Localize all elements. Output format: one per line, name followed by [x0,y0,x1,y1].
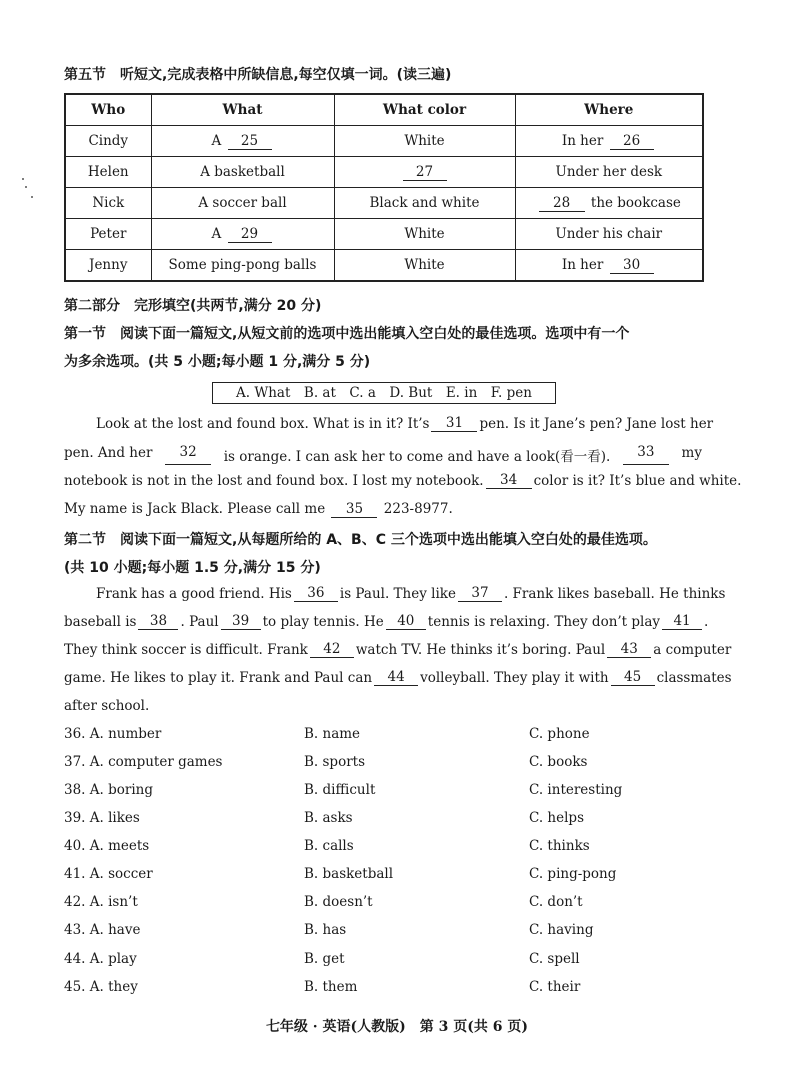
cell-who: Helen [65,157,151,188]
passage-text: My name is Jack Black. Please call me [64,501,326,517]
cell-who: Peter [65,219,151,250]
answer-blank: 35 [331,502,377,518]
cell-who: Cindy [65,126,151,157]
answer-blank: 30 [610,258,654,274]
passage1-line4 [64,501,453,518]
option-b: B. get [304,951,345,967]
question-row [64,782,704,802]
passage-text: tennis is relaxing. They don’t play [427,614,661,630]
answer-blank: 40 [386,614,426,630]
table-row [65,219,703,250]
answer-blank: 34 [486,473,532,489]
section5-heading: 第五节 听短文,完成表格中所缺信息,每空仅填一词。(读三遍) [64,67,452,83]
table-row [65,250,703,282]
passage1-line1 [96,415,714,432]
option-a: 43. A. have [64,922,141,938]
option-c: C. books [529,754,588,770]
option-b: B. name [304,726,361,742]
question-row [64,838,704,858]
passage2-line2 [64,613,709,630]
passage-text: . Paul [180,614,219,630]
answer-blank: 38 [138,614,178,630]
answer-blank: 43 [607,642,651,658]
cell-what: A soccer ball [151,188,334,219]
option-c: C. phone [529,726,590,742]
cell-color: Black and white [334,188,515,219]
cell-what: A basketball [151,157,334,188]
page-footer: 七年级 · 英语(人教版) 第 3 页(共 6 页) [265,1019,529,1035]
option-b: B. basketball [304,866,394,882]
option-a: 44. A. play [64,951,137,967]
table-row [65,126,703,157]
cell-what [151,126,334,157]
question-row [64,754,704,774]
answer-blank: 28 [539,196,585,212]
passage-text: a computer [653,642,732,658]
header-who: Who [65,94,151,126]
option-b: B. calls [304,838,354,854]
passage-text: pen. Is it Jane’s pen? Jane lost her [479,416,714,432]
answer-blank: 37 [458,586,502,602]
cell-who: Jenny [65,250,151,282]
answer-blank: 26 [610,134,654,150]
passage-text: They think soccer is difficult. Frank [64,642,308,658]
option-b: B. doesn’t [304,894,373,910]
option-b: B. them [304,979,358,995]
cell-text: the bookcase [590,194,681,211]
passage-text: Frank has a good friend. His [96,586,292,602]
passage-text: is Paul. They like [339,586,456,602]
answer-blank: 42 [310,642,354,658]
answer-blank: 39 [221,614,261,630]
header-what-color: What color [334,94,515,126]
option-c: C. don’t [529,894,583,910]
passage-text: my [681,445,702,461]
option-a: 39. A. likes [64,810,140,826]
option-a: 45. A. they [64,979,138,995]
answer-blank: 44 [374,670,418,686]
question-row [64,866,704,886]
table-header-row [65,94,703,126]
scan-speck [25,186,27,188]
option-c: C. helps [529,810,585,826]
answer-blank: 31 [431,416,477,432]
section1-heading-line2: 为多余选项。(共 5 小题;每小题 1 分,满分 5 分) [64,354,371,370]
passage-text: . [704,614,709,630]
cell-text: In her [561,132,604,149]
cell-what [151,219,334,250]
section2-heading-line1: 第二节 阅读下面一篇短文,从每题所给的 A、B、C 三个选项中选出能填入空白处的最佳选项。 [64,532,657,548]
option-a: 40. A. meets [64,838,150,854]
passage2-line4 [64,669,732,686]
scan-speck [31,196,33,198]
question-row [64,894,704,914]
answer-blank: 25 [228,134,272,150]
option-c: C. their [529,979,581,995]
question-row [64,922,704,942]
passage-text: pen. And her [64,445,153,461]
option-b: B. difficult [304,782,376,798]
option-c: C. ping-pong [529,866,617,882]
cell-color [334,157,515,188]
cell-who: Nick [65,188,151,219]
answer-blank: 27 [403,165,447,181]
cell-text: In her [561,256,604,273]
cell-where [515,250,703,282]
table-row [65,157,703,188]
cell-text: A [211,132,222,149]
answer-blank: 36 [294,586,338,602]
question-row [64,951,704,971]
passage-text: Look at the lost and found box. What is in it? It’s [96,416,430,432]
cell-text: A [211,225,222,242]
section1-heading-line1: 第一节 阅读下面一篇短文,从短文前的选项中选出能填入空白处的最佳选项。选项中有一个 [64,326,630,342]
option-c: C. having [529,922,594,938]
answer-blank: 45 [611,670,655,686]
cell-color: White [334,250,515,282]
answer-blank: 29 [228,227,272,243]
option-c: C. interesting [529,782,623,798]
section2-heading-line2: (共 10 小题;每小题 1.5 分,满分 15 分) [64,560,321,576]
passage-text: classmates [656,670,732,686]
listening-info-table [64,93,704,282]
table-row [65,188,703,219]
option-c: C. thinks [529,838,590,854]
cell-color: White [334,126,515,157]
cell-where: Under her desk [515,157,703,188]
passage-text: baseball is [64,614,137,630]
passage-text: volleyball. They play it with [420,670,609,686]
passage-text: game. He likes to play it. Frank and Paul can [64,670,373,686]
option-a: 38. A. boring [64,782,153,798]
scan-speck [22,178,24,180]
answer-blank: 41 [662,614,702,630]
passage-text: 223-8977. [383,501,453,517]
passage1-line3 [64,472,742,489]
options-box: A. What B. at C. a D. But E. in F. pen [212,382,556,404]
option-b: B. has [304,922,347,938]
passage2-line5: after school. [64,698,150,714]
cell-where [515,188,703,219]
question-row [64,979,704,999]
cell-where: Under his chair [515,219,703,250]
cell-where [515,126,703,157]
option-a: 42. A. isn’t [64,894,138,910]
option-b: B. asks [304,810,353,826]
answer-blank: 32 [165,445,211,465]
question-row [64,810,704,830]
question-row [64,726,704,746]
passage2-line3 [64,641,732,658]
header-where: Where [515,94,703,126]
option-b: B. sports [304,754,366,770]
answer-blank: 33 [623,445,669,465]
passage1-line2 [64,445,702,465]
passage-text: watch TV. He thinks it’s boring. Paul [355,642,606,658]
passage2-line1 [96,585,726,602]
option-c: C. spell [529,951,580,967]
option-a: 36. A. number [64,726,162,742]
passage-text: color is it? It’s blue and white. [533,473,742,489]
cell-color: White [334,219,515,250]
passage-text: is orange. I can ask her to come and have a look(看一看). [223,449,611,465]
header-what: What [151,94,334,126]
part2-heading: 第二部分 完形填空(共两节,满分 20 分) [64,298,322,314]
passage-text: to play tennis. He [262,614,384,630]
option-a: 41. A. soccer [64,866,153,882]
passage-text: notebook is not in the lost and found box. I lost my notebook. [64,473,484,489]
cell-what: Some ping-pong balls [151,250,334,282]
passage-text: . Frank likes baseball. He thinks [503,586,726,602]
option-a: 37. A. computer games [64,754,223,770]
